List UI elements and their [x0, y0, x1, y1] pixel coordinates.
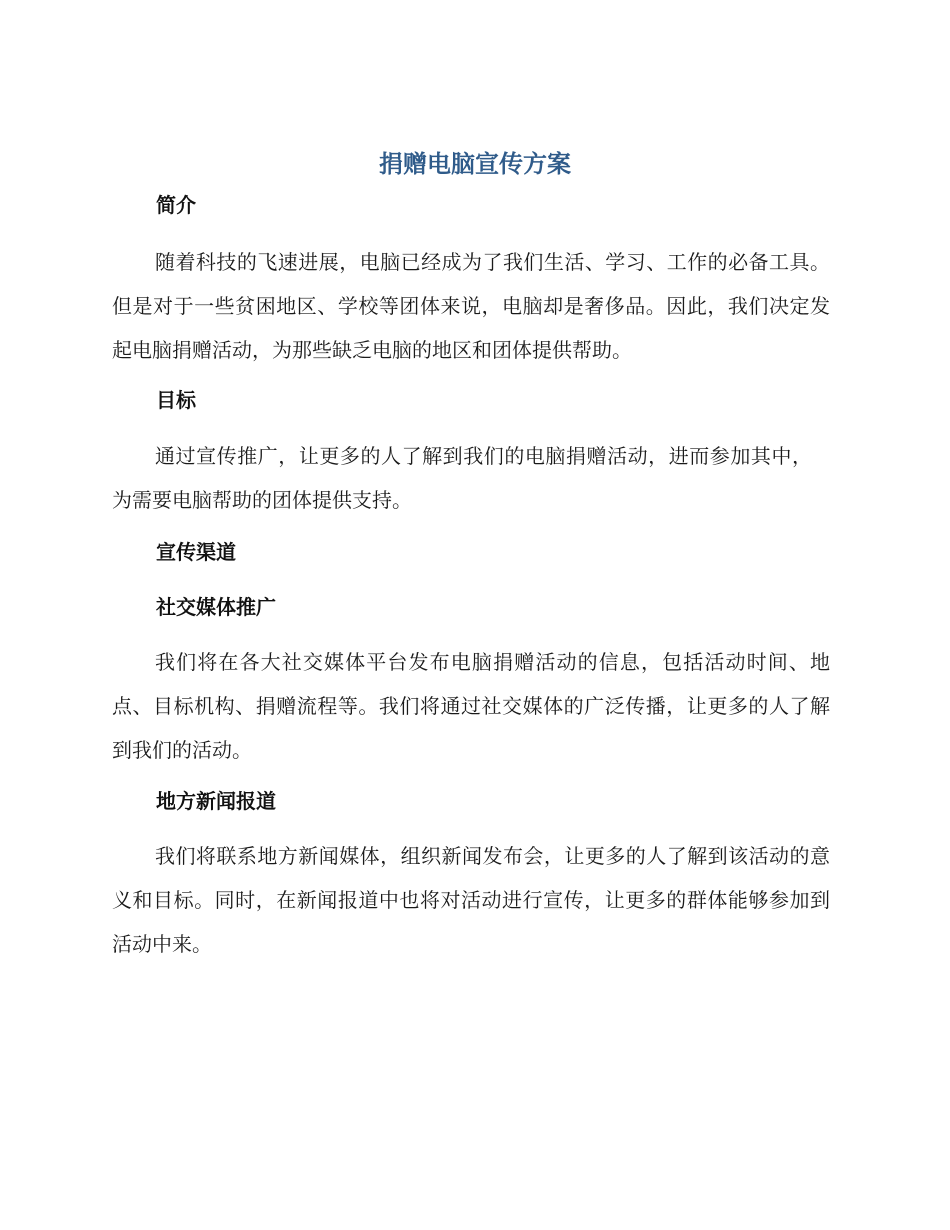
document-title: 捐赠电脑宣传方案 — [379, 150, 571, 178]
subsection-heading-social-media: 社交媒体推广 — [156, 595, 276, 619]
paragraph-local-news: 我们将联系地方新闻媒体，组织新闻发布会，让更多的人了解到该活动的意义和目标。同时，在新闻报道中也将对活动进行宣传，让更多的群体能够参加到活动中来。 — [112, 844, 830, 956]
subsection-heading-local-news: 地方新闻报道 — [156, 789, 276, 813]
section-heading-intro: 简介 — [156, 193, 196, 217]
paragraph-social-media: 我们将在各大社交媒体平台发布电脑捐赠活动的信息，包括活动时间、地点、目标机构、捐赠流程等。我们将通过社交媒体的广泛传播，让更多的人了解到我们的活动。 — [112, 650, 830, 762]
paragraph-intro: 随着科技的飞速进展，电脑已经成为了我们生活、学习、工作的必备工具。但是对于一些贫困地区、学校等团体来说，电脑却是奢侈品。因此，我们决定发起电脑捐赠活动，为那些缺乏电脑的地区和团体提供帮助。 — [112, 250, 830, 362]
section-heading-channels: 宣传渠道 — [156, 540, 236, 564]
paragraph-goal: 通过宣传推广，让更多的人了解到我们的电脑捐赠活动，进而参加其中，为需要电脑帮助的团体提供支持。 — [112, 444, 812, 512]
section-heading-goal: 目标 — [156, 388, 196, 412]
